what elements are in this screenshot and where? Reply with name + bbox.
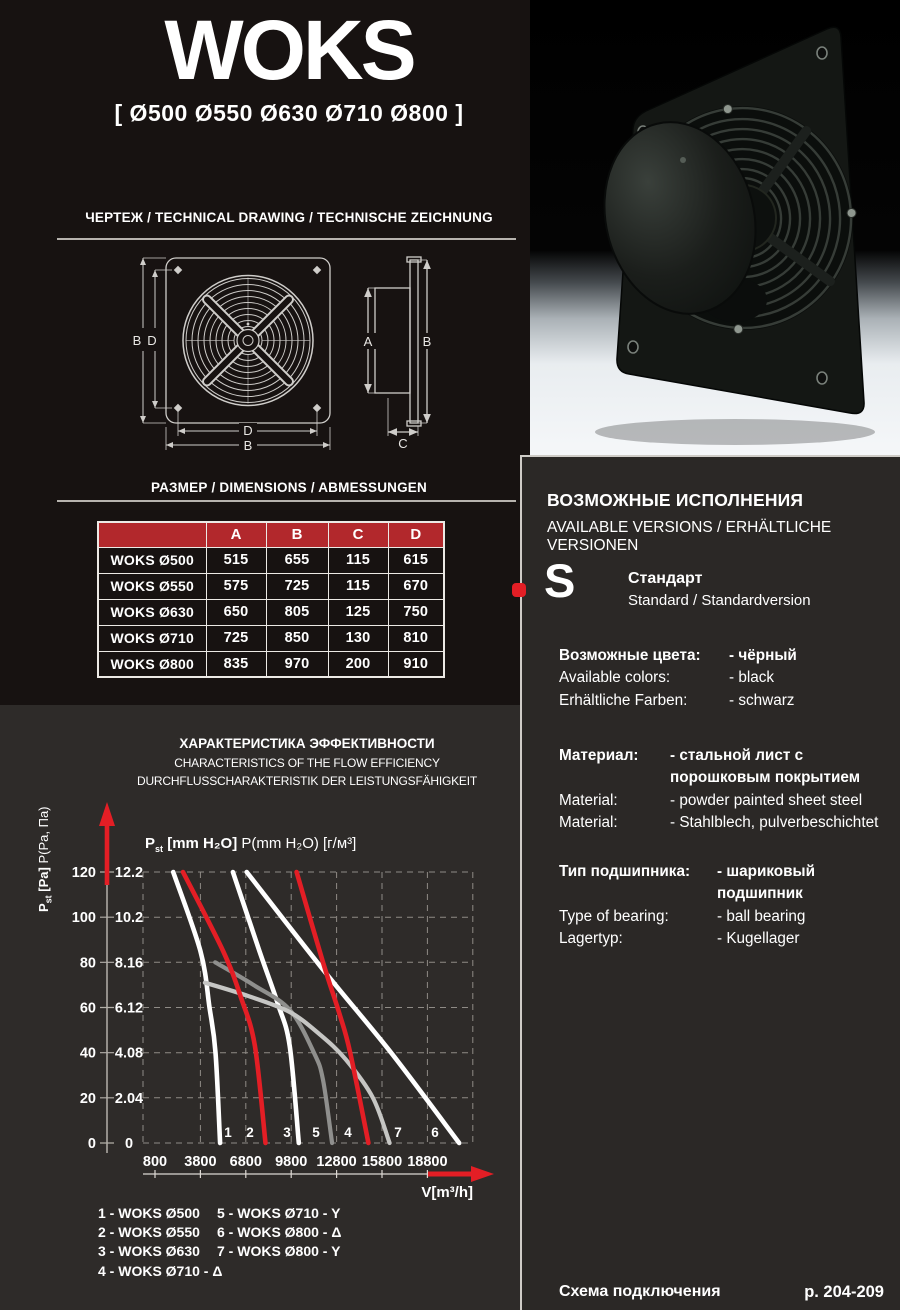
chart-headings (95, 735, 519, 791)
dim-b: 805 (266, 599, 328, 625)
dim-label-d-left: D (147, 333, 157, 348)
y-axis (99, 802, 115, 1153)
svg-text:2: 2 (246, 1125, 254, 1140)
model-name: WOKS Ø500 (98, 547, 206, 573)
info-value: - Stahlblech, pulverbeschichtet (670, 813, 879, 831)
dim-c: 125 (328, 599, 388, 625)
table-row (98, 573, 444, 599)
svg-text:2.04: 2.04 (114, 1090, 144, 1107)
info-label: Type of bearing: (559, 907, 669, 925)
dimensions-section-heading: РАЗМЕР / DIMENSIONS / ABMESSUNGEN (151, 480, 427, 495)
drawing-heading-rule (57, 238, 516, 240)
info-row (559, 906, 889, 928)
fan-curves (173, 872, 459, 1143)
info-value: - black (729, 669, 775, 687)
x-ticks (143, 1154, 448, 1170)
dim-a: 835 (206, 651, 266, 677)
wiring-diagram-label: Схема подключения (559, 1283, 721, 1300)
page-title: WOKS (164, 3, 414, 97)
info-value: - powder painted sheet steel (670, 791, 863, 809)
svg-text:10.2: 10.2 (114, 910, 144, 927)
svg-text:120: 120 (71, 865, 96, 881)
legend-item: 2 - WOKS Ø550 (98, 1224, 200, 1241)
product-photo (530, 0, 900, 455)
versions-panel (520, 455, 900, 1310)
info-row (559, 790, 889, 812)
svg-text:4: 4 (344, 1125, 352, 1140)
chart-heading-en: CHARACTERISTICS OF THE FLOW EFFICIENCY (174, 755, 440, 770)
svg-text:6: 6 (431, 1125, 439, 1140)
chart-legend-col1 (98, 1204, 222, 1281)
svg-text:40: 40 (79, 1045, 96, 1062)
dim-b: 970 (266, 651, 328, 677)
legend-item: 5 - WOKS Ø710 - Y (217, 1205, 341, 1221)
info-value: - Kugellager (717, 929, 800, 947)
legend-item: 4 - WOKS Ø710 - Δ (98, 1262, 223, 1279)
model-name: WOKS Ø800 (98, 651, 206, 677)
table-row (98, 625, 444, 651)
dim-label-d-bottom: D (243, 423, 253, 438)
svg-text:12.2: 12.2 (114, 865, 144, 881)
svg-text:12800: 12800 (316, 1154, 357, 1170)
photo-shadow (595, 419, 875, 445)
svg-text:6800: 6800 (229, 1154, 262, 1170)
info-label: Lagertyp: (559, 929, 623, 947)
dim-b: 655 (266, 547, 328, 573)
dim-d: 810 (388, 625, 444, 651)
svg-text:15800: 15800 (361, 1154, 403, 1170)
table-header-row (98, 522, 444, 547)
drawing-section-heading: ЧЕРТЕЖ / TECHNICAL DRAWING / TECHNISCHE ZEICHNUNG (85, 210, 493, 225)
info-value: - чёрный (729, 647, 797, 664)
table-row (98, 547, 444, 573)
col-header-c: C (328, 522, 388, 547)
model-name: WOKS Ø550 (98, 573, 206, 599)
dim-c: 200 (328, 651, 388, 677)
svg-text:3: 3 (283, 1125, 291, 1140)
y-ticks-mm (115, 865, 143, 1152)
dim-c: 115 (328, 573, 388, 599)
svg-text:1: 1 (224, 1125, 232, 1140)
info-row (559, 645, 889, 667)
svg-text:6.12: 6.12 (114, 1000, 144, 1017)
dim-b: 725 (266, 573, 328, 599)
info-row (559, 667, 889, 689)
versions-heading-ru: ВОЗМОЖНЫЕ ИСПОЛНЕНИЯ (547, 490, 804, 510)
dim-d: 910 (388, 651, 444, 677)
y-ticks-pa (72, 865, 96, 1152)
dim-label-c-side: C (398, 436, 408, 451)
dim-d: 750 (388, 599, 444, 625)
svg-text:8.16: 8.16 (114, 955, 144, 972)
col-header-a: A (206, 522, 266, 547)
info-label: Material: (559, 791, 618, 809)
dimensions-heading-rule (57, 500, 516, 502)
standard-name-ru: Стандарт (628, 570, 703, 587)
page-subtitle-diameters: [ Ø500 Ø550 Ø630 Ø710 Ø800 ] (114, 100, 464, 126)
y-axis-mm-label: $P_{st}$ [mm H₂O] P(mm H₂O) [г/м³] (145, 835, 357, 854)
dimensions-table (97, 521, 445, 678)
dim-b: 850 (266, 625, 328, 651)
svg-text:80: 80 (79, 955, 96, 972)
versions-heading-intl: AVAILABLE VERSIONS / ERHÄLTLICHE VERSIONEN (547, 519, 832, 554)
flow-efficiency-chart (30, 790, 520, 1210)
dim-a: 725 (206, 625, 266, 651)
info-label: Material: (559, 813, 618, 831)
info-row (559, 812, 889, 834)
standard-version-code: S (544, 554, 576, 607)
svg-text:100: 100 (71, 910, 96, 927)
legend-item: 3 - WOKS Ø630 (98, 1243, 200, 1260)
svg-text:4.08: 4.08 (114, 1045, 144, 1062)
info-value: - шариковый подшипник (717, 863, 816, 903)
dim-c: 130 (328, 625, 388, 651)
technical-drawing (55, 250, 515, 455)
colors-info-block (559, 645, 889, 712)
table-corner-cell (98, 522, 206, 547)
chart-heading-de: DURCHFLUSSCHARAKTERISTIK DER LEISTUNGSFÄHIGKEIT (137, 774, 477, 788)
bearing-info-block (559, 861, 889, 950)
info-label: Материал: (559, 747, 639, 764)
red-square-marker (512, 583, 526, 597)
legend-item: 7 - WOKS Ø800 - Y (217, 1243, 341, 1260)
standard-name-intl: Standard / Standardversion (628, 592, 811, 609)
svg-text:5: 5 (312, 1125, 320, 1140)
model-name: WOKS Ø630 (98, 599, 206, 625)
material-info-block (559, 745, 889, 834)
model-name: WOKS Ø710 (98, 625, 206, 651)
svg-text:9800: 9800 (275, 1154, 308, 1170)
svg-text:3800: 3800 (184, 1154, 217, 1170)
info-label: Erhältliche Farben: (559, 691, 688, 709)
dim-label-a-side: A (363, 334, 373, 349)
svg-text:60: 60 (79, 1000, 96, 1017)
info-label: Available colors: (559, 669, 671, 687)
info-value: - schwarz (729, 691, 795, 709)
dim-a: 515 (206, 547, 266, 573)
svg-text:800: 800 (142, 1154, 168, 1170)
legend-item: 6 - WOKS Ø800 - Δ (217, 1224, 342, 1241)
dim-a: 575 (206, 573, 266, 599)
svg-text:0: 0 (124, 1136, 134, 1152)
dim-label-b-side: B (422, 334, 432, 349)
svg-text:0: 0 (87, 1136, 96, 1152)
info-label: Возможные цвета: (559, 647, 701, 664)
x-axis-unit-label: V[m³/h] (421, 1184, 473, 1201)
info-row (559, 745, 889, 790)
svg-text:7: 7 (394, 1125, 402, 1140)
info-label: Тип подшипника: (559, 863, 691, 880)
col-header-b: B (266, 522, 328, 547)
info-value: - стальной лист с порошковым покрытием (670, 747, 861, 787)
info-row (559, 928, 889, 950)
col-header-d: D (388, 522, 444, 547)
info-row (559, 861, 889, 906)
legend-item: 1 - WOKS Ø500 (98, 1205, 200, 1221)
svg-text:18800: 18800 (407, 1154, 448, 1170)
dim-a: 650 (206, 599, 266, 625)
motor-cover-screw (680, 157, 686, 163)
dim-label-b-left: B (132, 333, 142, 348)
dim-d: 615 (388, 547, 444, 573)
page-reference: p. 204-209 (804, 1283, 884, 1301)
product-photo-illustration (530, 0, 900, 455)
dim-label-b-bottom: B (243, 438, 253, 453)
info-row (559, 690, 889, 712)
chart-legend-col2 (217, 1204, 341, 1262)
table-row (98, 651, 444, 677)
dim-d: 670 (388, 573, 444, 599)
dim-c: 115 (328, 547, 388, 573)
info-value: - ball bearing (717, 907, 806, 925)
table-row (98, 599, 444, 625)
y-axis-pa-label: $P_{st}$ [Pa] P(Pa, Па) (36, 806, 54, 912)
chart-heading-ru: ХАРАКТЕРИСТИКА ЭФФЕКТИВНОСТИ (179, 736, 435, 751)
svg-text:20: 20 (79, 1090, 96, 1107)
